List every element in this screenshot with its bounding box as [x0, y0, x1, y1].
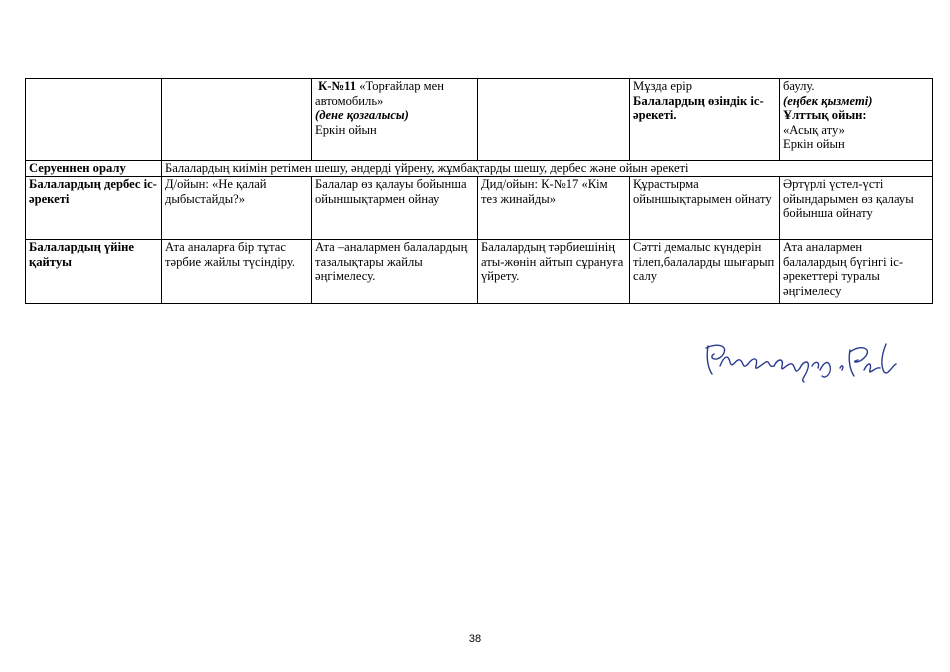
- table-cell: [162, 79, 312, 161]
- table-cell: Ата аналарға бір тұтас тәрбие жайлы түсіндіру.: [162, 240, 312, 304]
- row-header: Серуеннен оралу: [26, 161, 162, 177]
- table-cell: [780, 79, 933, 161]
- cell-text: баулу.: [783, 79, 815, 93]
- table-cell: Құрастырма ойыншықтарымен ойнату: [630, 177, 780, 240]
- table-cell: Ата –аналармен балалардың тазалықтары жайлы әңгімелесу.: [312, 240, 478, 304]
- table-row: [26, 161, 933, 177]
- cell-code: К-№11: [318, 79, 357, 93]
- handwritten-signature: [700, 336, 910, 386]
- table-cell: Сәтті демалыс күндерін тілеп,балаларды шығарып салу: [630, 240, 780, 304]
- cell-text: Мұзда ерір: [633, 79, 693, 93]
- table-cell: Ата аналармен балалардың бүгінгі іс-әрекеттері туралы әңгімелесу: [780, 240, 933, 304]
- table-cell: Балалардың киімін ретімен шешу, әндерді үйрену, жұмбақтарды шешу, дербес және ойын әрекеті: [162, 161, 933, 177]
- table-row: [26, 177, 933, 240]
- table-cell: [312, 79, 478, 161]
- table-cell: Балалардың тәрбиешінің аты-жөнін айтып сұрануға үйрету.: [478, 240, 630, 304]
- table-cell: [630, 79, 780, 161]
- table-row: [26, 79, 933, 161]
- cell-bold-text: Ұлттық ойын:: [783, 108, 867, 123]
- row-header: Балалардың дербес іс-әрекеті: [26, 177, 162, 240]
- cell-text: Еркін ойын: [783, 137, 845, 152]
- table-cell: [478, 79, 630, 161]
- table-cell: Әртүрлі үстел-үсті ойындарымен өз қалауы бойынша ойнату: [780, 177, 933, 240]
- cell-bold-text: Балалардың өзіндік іс-әрекеті.: [633, 93, 764, 123]
- cell-text: Еркін ойын: [315, 122, 377, 137]
- table-cell: [26, 79, 162, 161]
- page-number: 38: [468, 633, 482, 645]
- schedule-table: [25, 78, 933, 304]
- cell-note: (дене қозғалысы): [315, 108, 409, 123]
- table-cell: Дид/ойын: К-№17 «Кім тез жинайды»: [478, 177, 630, 240]
- table-cell: Д/ойын: «Не қалай дыбыстайды?»: [162, 177, 312, 240]
- cell-text: «Торғайлар мен автомобиль»: [315, 79, 444, 108]
- table-cell: Балалар өз қалауы бойынша ойыншықтармен ойнау: [312, 177, 478, 240]
- row-header: Балалардың үйіне қайтуы: [26, 240, 162, 304]
- cell-text: «Асық ату»: [783, 122, 845, 137]
- table-row: [26, 240, 933, 304]
- cell-note: (еңбек қызметі): [783, 93, 873, 108]
